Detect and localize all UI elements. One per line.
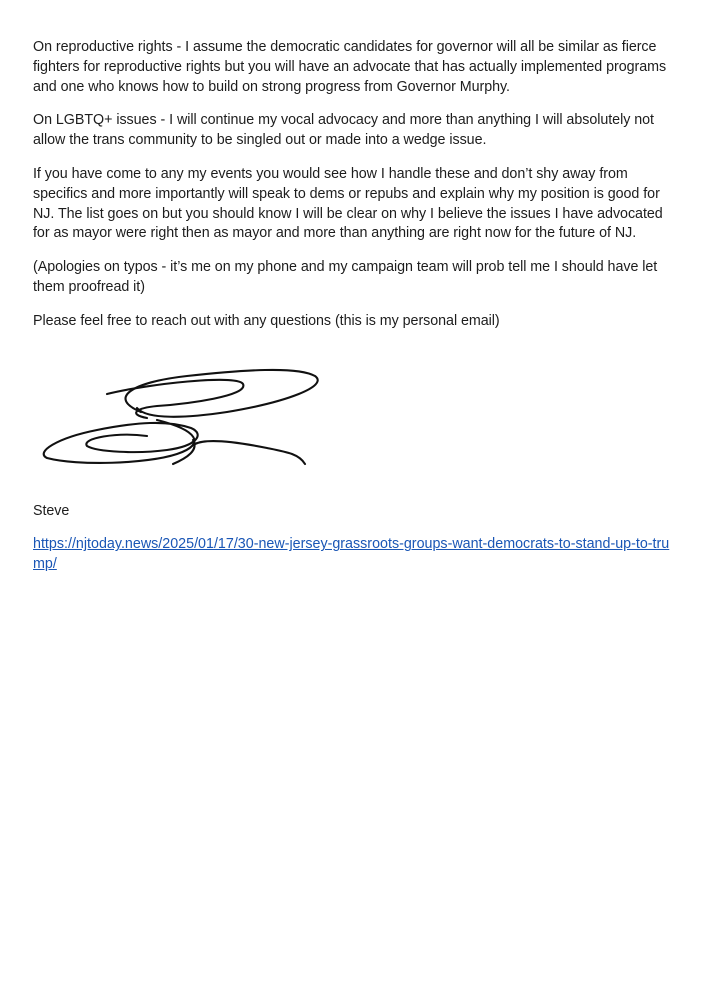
paragraph-events: If you have come to any my events you would see how I handle these and don’t shy away from specifics and more importantly will speak to dems or repubs and explain why my position is good for NJ. The list goes on but you should know I will be clear on why I believe the issues I have advocated for as mayor were right then as mayor and more than anything are right now for the future of NJ. <box>33 165 663 242</box>
paragraph-apologies: (Apologies on typos - it’s me on my phone and my campaign team will prob tell me I should have let them proofread it) <box>33 259 658 295</box>
email-body <box>33 38 681 575</box>
handwritten-signature-icon <box>37 354 327 472</box>
paragraph-lgbtq-issues: On LGBTQ+ issues - I will continue my vocal advocacy and more than anything I will absolutely not allow the trans community to be singled out or made into a wedge issue. <box>33 112 654 149</box>
paragraph-reproductive-rights: On reproductive rights - I assume the democratic candidates for governor will all be similar as fierce fighters for reproductive rights but you will have an advocate that has actually implemented programs and one who knows how to build on strong progress from Governor Murphy. <box>33 39 667 95</box>
article-link[interactable]: https://njtoday.news/2025/01/17/30-new-jersey-grassroots-groups-want-democrats-to-stand-up-to-trump/ <box>33 536 670 573</box>
paragraph-contact: Please feel free to reach out with any questions (this is my personal email) <box>33 312 500 329</box>
sign-off: Steve <box>33 502 70 519</box>
